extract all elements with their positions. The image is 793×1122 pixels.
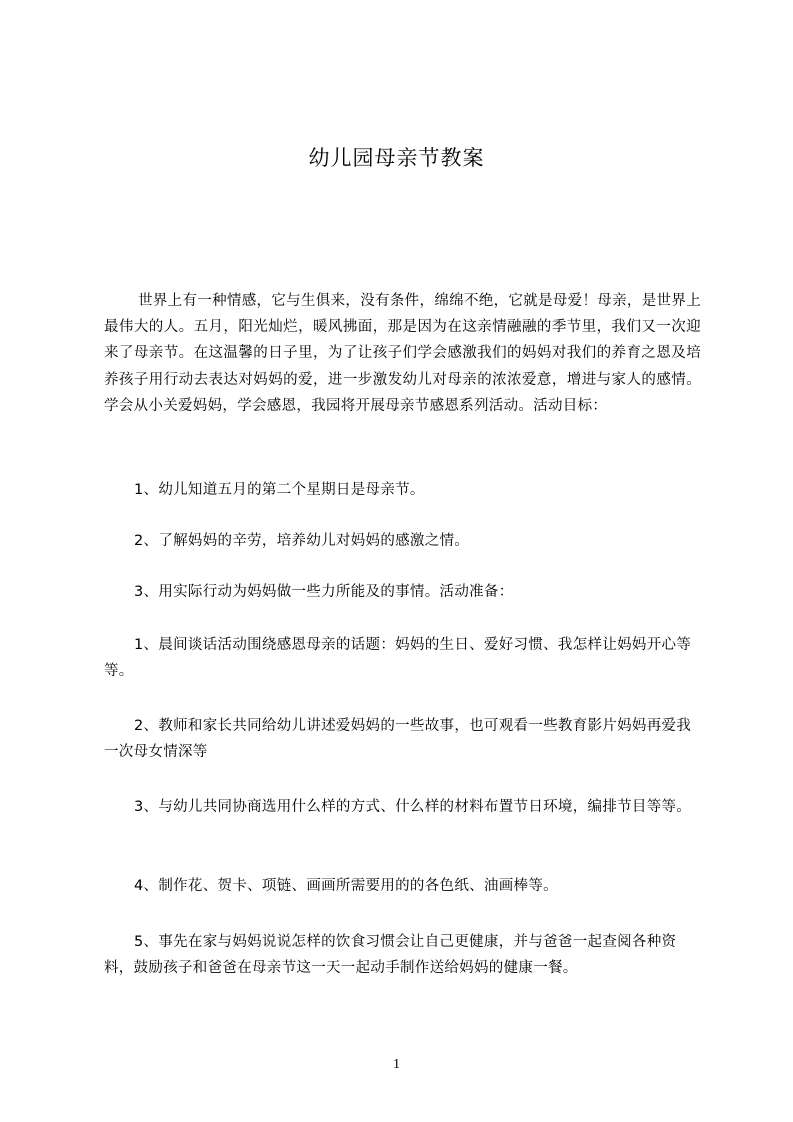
- document-title: 幼儿园母亲节教案: [308, 146, 485, 170]
- page-number: 1: [393, 1057, 400, 1072]
- preparation-item-5: 5、事先在家与妈妈说说怎样的饮食习惯会让自己更健康，并与爸爸一起查阅各种资料，鼓励孩子和爸爸在母亲节这一天一起动手制作送给妈妈的健康一餐。: [104, 934, 677, 976]
- preparation-item-3: 3、与幼儿共同协商选用什么样的方式、什么样的材料布置节日环境，编排节目等等。: [134, 799, 692, 815]
- goal-item-3: 3、用实际行动为妈妈做一些力所能及的事情。活动准备：: [134, 584, 514, 600]
- goal-item-1: 1、幼儿知道五月的第二个星期日是母亲节。: [134, 482, 425, 498]
- preparation-item-4: 4、制作花、贺卡、项链、画画所需要用的的各色纸、油画棒等。: [134, 878, 558, 894]
- intro-paragraph: 世界上有一种情感，它与生俱来，没有条件，绵绵不绝，它就是母爱！母亲，是世界上最伟大的人。五月，阳光灿烂，暖风拂面，那是因为在这亲情融融的季节里，我们又一次迎来了母亲节。在这温馨的日子里，为了让孩子们学会感激我们的妈妈对我们的养育之恩及培养孩子用行动去表达对妈妈的爱，进一步激发幼儿对母亲的浓浓爱意，增进与家人的感情。学会从小关爱妈妈，学会感恩，我园将开展母亲节感恩系列活动。活动目标：: [104, 293, 701, 414]
- preparation-item-2: 2、教师和家长共同给幼儿讲述爱妈妈的一些故事，也可观看一些教育影片妈妈再爱我一次母女情深等: [104, 718, 692, 760]
- goal-item-2: 2、了解妈妈的辛劳，培养幼儿对妈妈的感激之情。: [134, 533, 470, 549]
- preparation-item-1: 1、晨间谈话活动围绕感恩母亲的话题：妈妈的生日、爱好习惯、我怎样让妈妈开心等等。: [104, 637, 692, 679]
